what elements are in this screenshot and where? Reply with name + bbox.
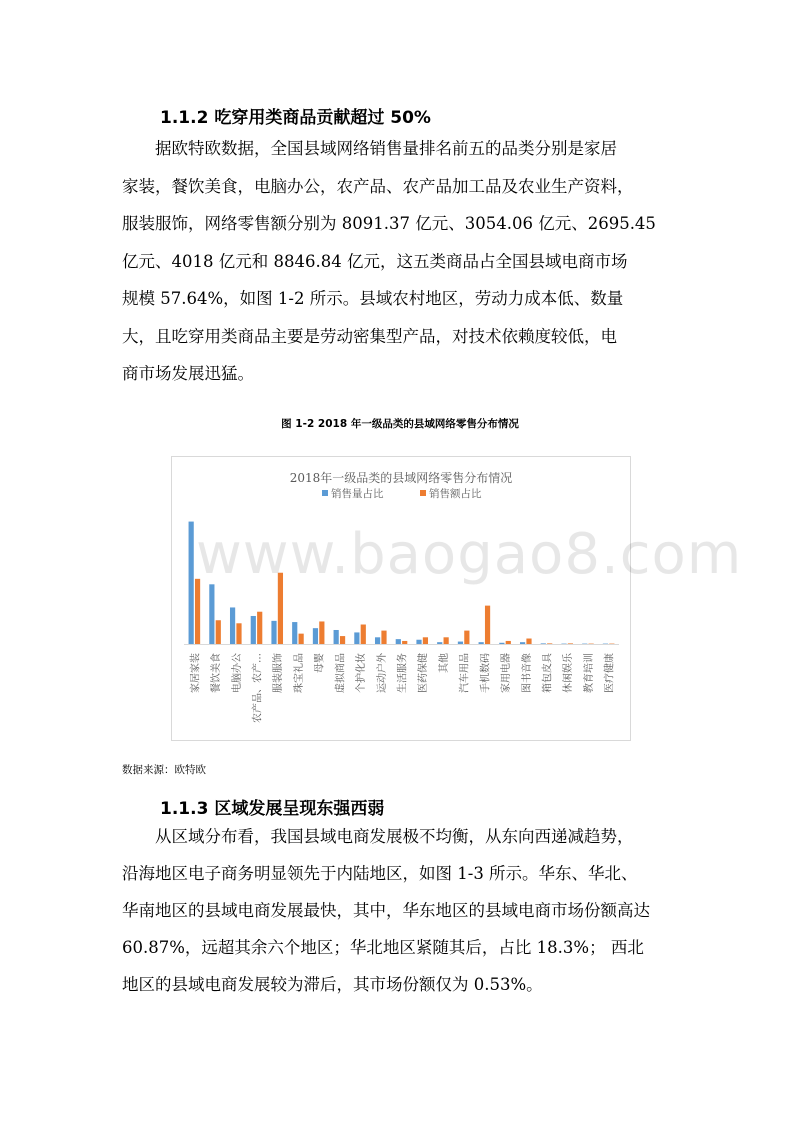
figure-caption: 图 1-2 2018 年一级品类的县域网络零售分布情况 [281, 418, 519, 430]
paragraph-line: 地区的县域电商发展较为滞后，其市场份额仅为 0.53%。 [122, 975, 543, 994]
paragraph-line: 60.87%，远超其余六个地区；华北地区紧随其后，占比 18.3%； 西北 [122, 938, 644, 957]
bar-sales [195, 579, 200, 644]
category-label: 虚拟商品 [335, 653, 347, 693]
bar-volume [354, 632, 359, 644]
paragraph-line: 家装，餐饮美食，电脑办公，农产品、农产品加工品及农业生产资料， [122, 176, 634, 196]
category-label: 母婴 [314, 653, 326, 673]
category-label: 生活服务 [397, 653, 409, 693]
bar-sales [485, 606, 490, 644]
paragraph-line: 规模 57.64%，如图 1-2 所示。县域农村地区，劳动力成本低、数量 [122, 289, 624, 308]
bar-sales [319, 621, 324, 644]
legend-swatch [420, 490, 426, 496]
bar-sales [506, 641, 511, 644]
bar-sales [361, 625, 366, 644]
paragraph-line: 华南地区的县域电商发展最快，其中，华东地区的县域电商市场份额高达 [122, 901, 650, 920]
legend-label: 销售额占比 [429, 488, 482, 500]
legend-swatch [322, 490, 328, 496]
bar-volume [437, 642, 442, 644]
paragraph-line: 大，且吃穿用类商品主要是劳动密集型产品，对技术依赖度较低，电 [122, 326, 617, 346]
bar-sales [547, 643, 552, 644]
bar-sales [423, 637, 428, 644]
bar-sales [526, 639, 531, 644]
category-label: 运动户外 [376, 653, 388, 693]
bar-volume [189, 522, 194, 644]
bar-volume [209, 584, 214, 644]
section-heading-1-1-2: 1.1.2 吃穿用类商品贡献超过 50% [160, 108, 431, 128]
category-label: 图书音像 [521, 653, 533, 693]
legend-label: 销售量占比 [331, 488, 384, 500]
category-label: 医疗健康 [604, 653, 616, 693]
section2-paragraph [122, 818, 650, 1003]
category-label: 农产品、农产… [252, 653, 264, 723]
paragraph-line: 从区域分布看，我国县域电商发展极不均衡，从东向西递减趋势， [122, 827, 634, 846]
chart-title: 2018年一级品类的县域网络零售分布情况 [289, 471, 513, 485]
category-label: 家用电器 [501, 653, 513, 693]
bar-sales [568, 643, 573, 644]
category-label: 箱包皮具 [542, 653, 554, 693]
bar-sales [299, 634, 304, 644]
bar-sales [216, 620, 221, 644]
data-source-note: 数据来源：欧特欧 [122, 764, 206, 776]
paragraph-line: 服装服饰，网络零售额分别为 8091.37 亿元、3054.06 亿元、2695.45 [122, 214, 656, 233]
bar-volume [292, 622, 297, 644]
bar-volume [520, 642, 525, 644]
bar-volume [271, 621, 276, 644]
bar-volume [251, 616, 256, 644]
category-label: 汽车用品 [459, 653, 471, 693]
section1-paragraph [122, 130, 656, 393]
paragraph-line: 据欧特欧数据，全国县域网络销售量排名前五的品类分别是家居 [122, 139, 617, 158]
bar-volume [313, 628, 318, 644]
paragraph-line: 亿元、4018 亿元和 8846.84 亿元，这五类商品占全国县域电商市场 [122, 251, 628, 271]
bar-volume [334, 630, 339, 644]
bar-volume [416, 640, 421, 644]
category-label: 手机数码 [480, 653, 492, 693]
bar-volume [458, 642, 463, 644]
bar-volume [479, 642, 484, 644]
bar-sales [381, 631, 386, 644]
bar-sales [444, 637, 449, 644]
bar-volume [396, 639, 401, 644]
chart-container [171, 456, 631, 741]
watermark-text: www.baogao8.com [196, 522, 743, 587]
category-label: 电脑办公 [231, 653, 243, 693]
bar-volume [375, 637, 380, 644]
bar-volume [499, 643, 504, 644]
bar-chart [172, 457, 630, 740]
paragraph-line: 商市场发展迅猛。 [122, 364, 254, 383]
category-label: 家居家装 [190, 653, 202, 693]
category-label: 珠宝礼品 [293, 653, 305, 693]
bar-sales [257, 612, 262, 644]
paragraph-line: 沿海地区电子商务明显领先于内陆地区，如图 1-3 所示。华东、华北、 [122, 864, 638, 883]
category-label: 教育培训 [583, 653, 595, 693]
bar-sales [402, 641, 407, 644]
category-label: 个护化妆 [356, 653, 368, 693]
category-label: 休闲娱乐 [563, 653, 575, 693]
category-label: 医药保健 [418, 653, 430, 693]
bar-volume [541, 643, 546, 644]
category-label: 服装服饰 [273, 653, 285, 693]
bar-volume [230, 607, 235, 644]
bar-sales [340, 636, 345, 644]
bar-sales [236, 623, 241, 644]
section-heading-1-1-3: 1.1.3 区域发展呈现东强西弱 [160, 799, 385, 819]
category-label: 其他 [438, 653, 450, 673]
bar-sales [464, 631, 469, 644]
category-label: 餐饮美食 [211, 653, 223, 693]
